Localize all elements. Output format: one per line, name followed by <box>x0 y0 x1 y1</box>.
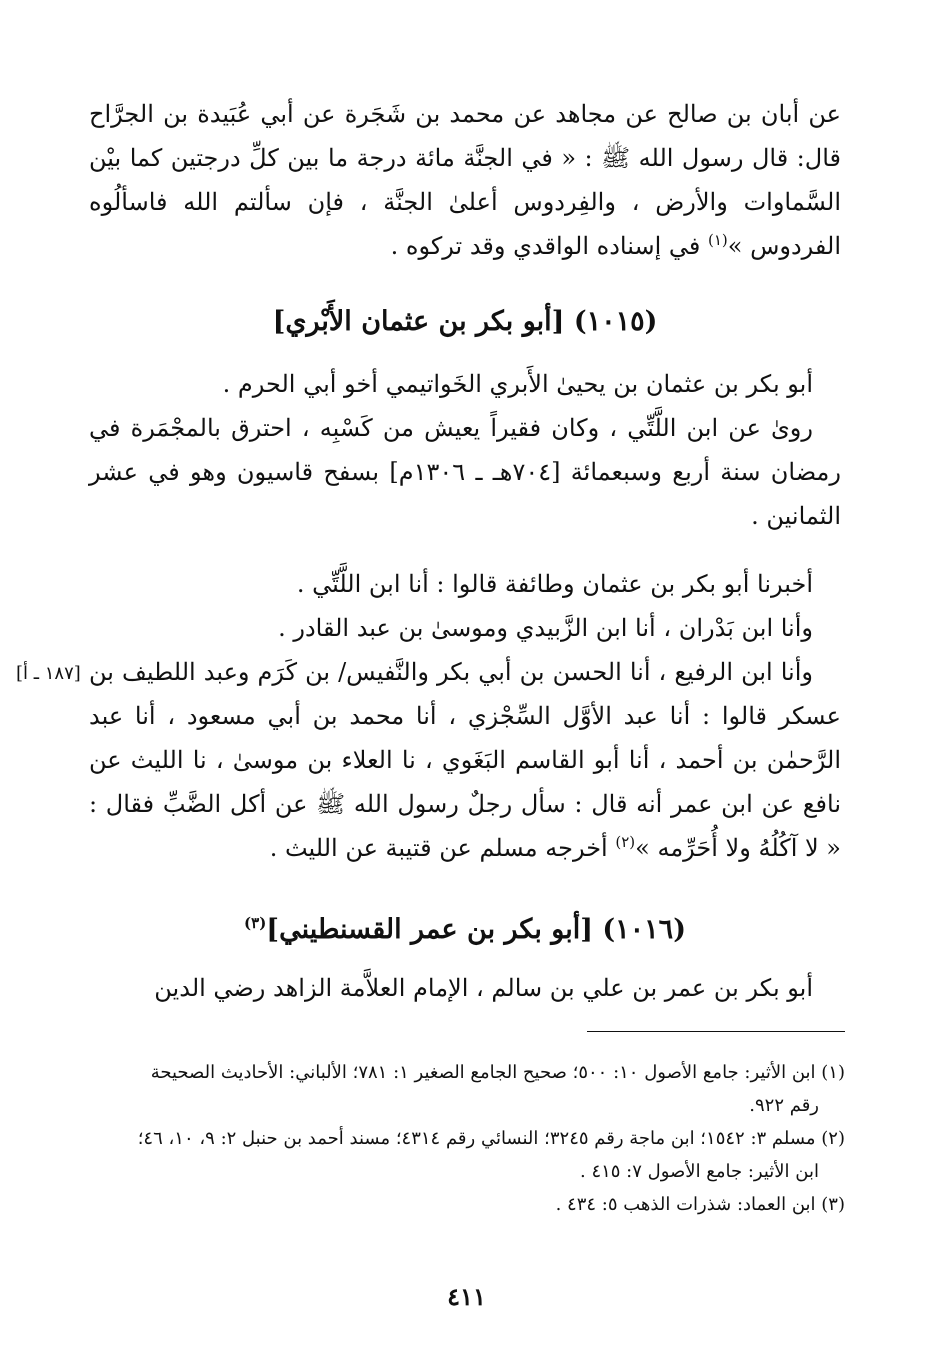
footnote-1: (١) ابن الأثير: جامع الأصول ١٠: ٥٠٠؛ صحيح الجامع الصغير ١: ٧٨١؛ الألباني: الأحاديث الصحيحة <box>150 1062 845 1083</box>
paragraph-text: عن أبان بن صالح عن مجاهد عن محمد بن شَجَرة عن أبي عُبَيدة بن الجرَّاح قال: قال رسول الله ﷺ : « في الجنَّة مائة درجة ما بين كلِّ درجتين كما بيْن السَّماوات والأرض ، والفِردوس أعلىٰ الجنَّة ، فإن سألتم الله فاسألُوه الفردوس » <box>89 100 841 260</box>
footnotes <box>85 1056 845 1221</box>
chain-line-2: وأنا ابن بَدْران ، أنا ابن الزَّبيدي وموسىٰ بن عبد القادر . <box>278 614 813 642</box>
manuscript-folio-marker: [١٨٧ ـ أ] <box>16 663 81 684</box>
hadith-text-tail: أخرجه مسلم عن قتيبة عن الليث . <box>269 834 616 862</box>
opening-paragraph <box>89 92 841 268</box>
footnote-ref-2[interactable]: (٢) <box>615 833 636 851</box>
paragraph-text-tail: في إسناده الواقدي وقد تركوه . <box>390 232 708 260</box>
entry-1016-intro: أبو بكر بن عمر بن علي بن سالم ، الإمام العلاَّمة الزاهد رضي الدين <box>154 974 813 1002</box>
footnote-3: (٣) ابن العماد: شذرات الذهب ٥: ٤٣٤ . <box>555 1194 845 1215</box>
footnote-2: (٢) مسلم ٣: ١٥٤٢؛ ابن ماجة رقم ٣٢٤٥؛ النسائي رقم ٤٣١٤؛ مسند أحمد بن حنبل ٢: ٩، ١٠، ٤٦؛ <box>137 1128 845 1149</box>
entry-1015-intro: أبو بكر بن عثمان بن يحيىٰ الأَبري الخَواتيمي أخو أبي الحرم . <box>222 370 813 398</box>
entry-1015-body <box>89 362 841 538</box>
footnote-1-continuation: رقم ٩٢٢. <box>749 1095 819 1116</box>
entry-1015-chain <box>89 562 841 870</box>
entry-heading-1015: (١٠١٥) [أبو بكر بن عثمان الأَبْري] <box>272 306 658 337</box>
chain-line-1: أخبرنا أبو بكر بن عثمان وطائفة قالوا : أنا ابن اللَّتِّي . <box>296 570 813 598</box>
footnote-separator <box>587 1031 845 1032</box>
entry-heading-1016 <box>89 908 841 952</box>
footnote-ref-3[interactable]: (٣) <box>244 914 267 932</box>
footnote-ref-1[interactable]: (١) <box>707 231 728 249</box>
footnote-2-continuation: ابن الأثير: جامع الأصول ٧: ٤١٥ . <box>579 1161 819 1182</box>
entry-heading-1016-text: (١٠١٦) [أبو بكر بن عمر القسنطيني] <box>266 914 686 945</box>
page-number: ٤١١ <box>447 1282 486 1311</box>
entry-1015-biography: روىٰ عن ابن اللَّتِّي ، وكان فقيراً يعيش من كَسْبِه ، احترق بالمجْمَرة في رمضان سنة أربع وسبعمائة [٧٠٤هـ ـ ١٣٠٦م] بسفح قاسيون وهو في عشر الثمانين . <box>89 414 841 530</box>
entry-1016-body <box>89 966 841 1010</box>
hadith-text: وأنا ابن الرفيع ، أنا الحسن بن أبي بكر والنَّفيس/ بن كَرَم وعبد اللطيف بن عسكر قالوا : أنا عبد الأوَّل السِّجْزي ، أنا محمد بن أبي مسعود ، أنا عبد الرَّحمٰن بن أحمد ، أنا أبو القاسم البَغَوي ، نا العلاء بن موسىٰ ، نا الليث عن نافع عن ابن عمر أنه قال : سأل رجلٌ رسول الله ﷺ عن أكل الضَّبِّ فقال : « لا آكُلُهُ ولا أُحَرِّمه » <box>89 658 841 862</box>
